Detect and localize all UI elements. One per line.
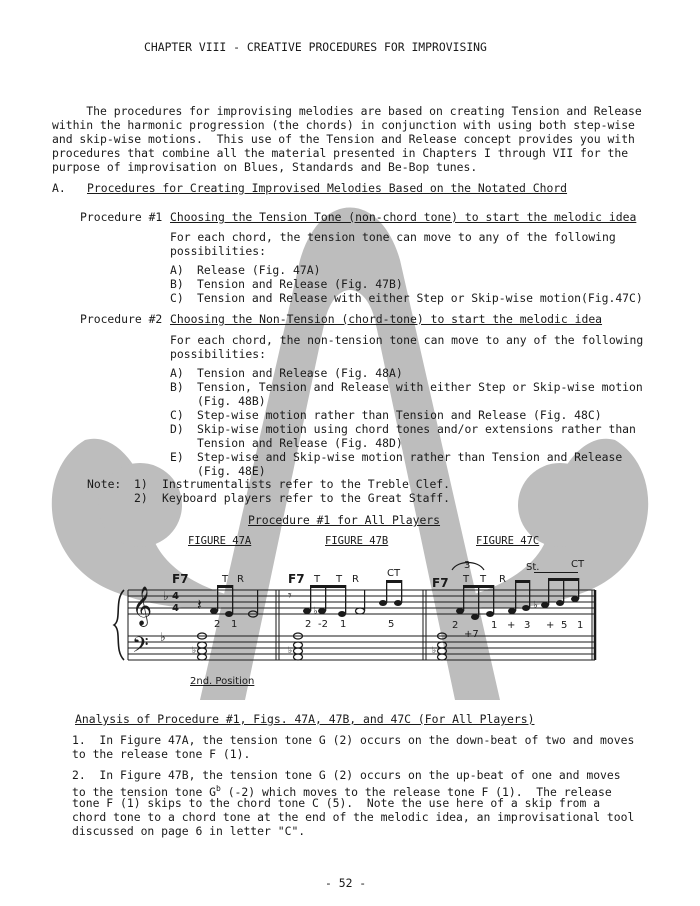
list-item: Tension and Release with either Step or Skip-wise motion(Fig.47C)	[197, 291, 643, 305]
chord-symbol: F7	[172, 572, 189, 586]
list-letter: C)	[170, 408, 184, 422]
list-item: Tension and Release (Fig. 48A)	[197, 366, 403, 380]
list-item: Skip-wise motion using chord tones and/or extensions rather than	[197, 422, 636, 436]
procedure2-title: Choosing the Non-Tension (chord-tone) to start the melodic idea	[170, 312, 603, 326]
list-item: (Fig. 48E)	[197, 464, 266, 478]
degree-number: 5	[388, 619, 395, 630]
tension-mark: T	[463, 574, 470, 585]
list-letter: A)	[170, 263, 184, 277]
analysis-line: chord tone to a chord tone at the end of the melodic idea, an improvisational tool	[72, 810, 635, 824]
svg-text:𝄾: 𝄾	[288, 588, 292, 604]
note-num: 2)	[134, 491, 148, 505]
analysis-line: tone F (1) skips to the chord tone C (5). Note the use here of a skip from a	[72, 796, 601, 810]
note-label: Note:	[87, 477, 122, 491]
tension-mark: T	[480, 574, 487, 585]
release-mark: R	[237, 574, 244, 585]
analysis-line: 2. In Figure 47B, the tension tone G (2) occurs on the up-beat of one and moves	[72, 768, 621, 782]
release-mark: R	[499, 574, 506, 585]
svg-text:♭: ♭	[192, 646, 197, 656]
svg-text:𝄽: 𝄽	[197, 595, 202, 614]
procedure2-label: Procedure #2	[80, 312, 163, 326]
procedure1-label: Procedure #1	[80, 210, 163, 224]
note-text: Instrumentalists refer to the Treble Clef.	[162, 477, 451, 491]
svg-text:4: 4	[172, 603, 179, 614]
list-letter: C)	[170, 291, 184, 305]
degree-number: 1	[340, 619, 347, 630]
flat-superscript: b	[216, 784, 221, 793]
chapter-title: CHAPTER VIII - CREATIVE PROCEDURES FOR IMPROVISING	[144, 40, 487, 54]
degree-number: 2	[305, 619, 312, 630]
chord-symbol: F7	[432, 576, 449, 590]
release-mark: R	[352, 574, 359, 585]
svg-text:♭: ♭	[432, 646, 437, 656]
degree-number: -2	[318, 619, 328, 630]
degree-number: 3	[524, 620, 531, 631]
svg-text:♭: ♭	[160, 630, 166, 644]
analysis-line: 1. In Figure 47A, the tension tone G (2) occurs on the down-beat of two and moves	[72, 733, 635, 747]
position-label: 2nd. Position	[190, 676, 255, 687]
procedure1-title: Choosing the Tension Tone (non-chord tone) to start the melodic idea	[170, 210, 637, 224]
procedure2-intro: For each chord, the non-tension tone can move to any of the following	[170, 333, 644, 347]
tension-mark: T	[222, 574, 229, 585]
list-letter: B)	[170, 277, 184, 291]
list-letter: E)	[170, 450, 184, 464]
note-num: 1)	[134, 477, 148, 491]
analysis-line: discussed on page 6 in letter "C".	[72, 824, 306, 838]
figure-47b-label: FIGURE 47B	[325, 535, 389, 547]
figure-heading: Procedure #1 for All Players	[248, 513, 441, 527]
list-item: Step-wise and Skip-wise motion rather than Tension and Release	[197, 450, 623, 464]
list-item: Tension and Release (Fig. 47B)	[197, 277, 403, 291]
procedure2-intro: possibilities:	[170, 347, 267, 361]
chord-symbol: F7	[288, 572, 305, 586]
analysis-line: to the release tone F (1).	[72, 747, 251, 761]
chord-tone-mark: CT	[387, 568, 401, 579]
list-item: Tension, Tension and Release with either Step or Skip-wise motion	[197, 380, 643, 394]
intro-line: within the harmonic progression (the chords) in conjunction with using both step-wise	[52, 118, 635, 132]
degree-number: 1	[577, 620, 584, 631]
degree-number: 5	[561, 620, 568, 631]
degree-number: +	[546, 620, 555, 631]
figure-47a-label: FIGURE 47A	[188, 535, 252, 547]
triplet-mark: 3	[464, 560, 471, 571]
list-letter: B)	[170, 380, 184, 394]
figure-47c-label: FIGURE 47C	[476, 535, 540, 547]
svg-text:4: 4	[172, 591, 179, 602]
procedure1-intro: possibilities:	[170, 244, 267, 258]
list-item: (Fig. 48B)	[197, 394, 266, 408]
analysis-fragment: to the tension tone G	[72, 785, 217, 799]
analysis-fragment: (-2) which moves to the release tone F (1). The release	[220, 785, 612, 799]
intro-line: purpose of improvisation on Blues, Standards and Be-Bop tunes.	[52, 160, 478, 174]
list-letter: A)	[170, 366, 184, 380]
treble-clef-icon: 𝄞	[132, 586, 153, 626]
svg-text:♭: ♭	[163, 589, 169, 603]
degree-number: 1	[491, 620, 498, 631]
intro-line: procedures that combine all the material presented in Chapters I through VII for the	[52, 146, 629, 160]
svg-text:♭: ♭	[288, 646, 293, 656]
svg-text:♭: ♭	[313, 606, 318, 617]
chord-tone-mark: CT	[571, 559, 585, 570]
section-marker: A.	[52, 181, 66, 195]
svg-text:♭: ♭	[533, 600, 538, 611]
step-mark: St.	[526, 562, 540, 573]
list-letter: D)	[170, 422, 184, 436]
list-item: Step-wise motion rather than Tension and Release (Fig. 48C)	[197, 408, 602, 422]
degree-number: +	[507, 620, 516, 631]
page-number: - 52 -	[325, 876, 367, 890]
section-title: Procedures for Creating Improvised Melodies Based on the Notated Chord	[87, 181, 568, 195]
intro-line: The procedures for improvising melodies are based on creating Tension and Release	[52, 104, 642, 118]
intro-line: and skip-wise motions. This use of the Tension and Release concept provides you with	[52, 132, 635, 146]
tension-mark: T	[314, 574, 321, 585]
procedure1-intro: For each chord, the tension tone can move to any of the following	[170, 230, 616, 244]
degree-number: 2	[214, 619, 221, 630]
degree-number: +7	[464, 629, 479, 640]
list-item: Tension and Release (Fig. 48D)	[197, 436, 403, 450]
list-item: Release (Fig. 47A)	[197, 263, 321, 277]
bass-clef-icon: 𝄢	[132, 633, 149, 663]
degree-number: 1	[231, 619, 238, 630]
tension-mark: T	[336, 574, 343, 585]
analysis-heading: Analysis of Procedure #1, Figs. 47A, 47B, and 47C (For All Players)	[75, 712, 535, 726]
degree-number: 2	[452, 620, 459, 631]
note-text: Keyboard players refer to the Great Staff.	[162, 491, 451, 505]
